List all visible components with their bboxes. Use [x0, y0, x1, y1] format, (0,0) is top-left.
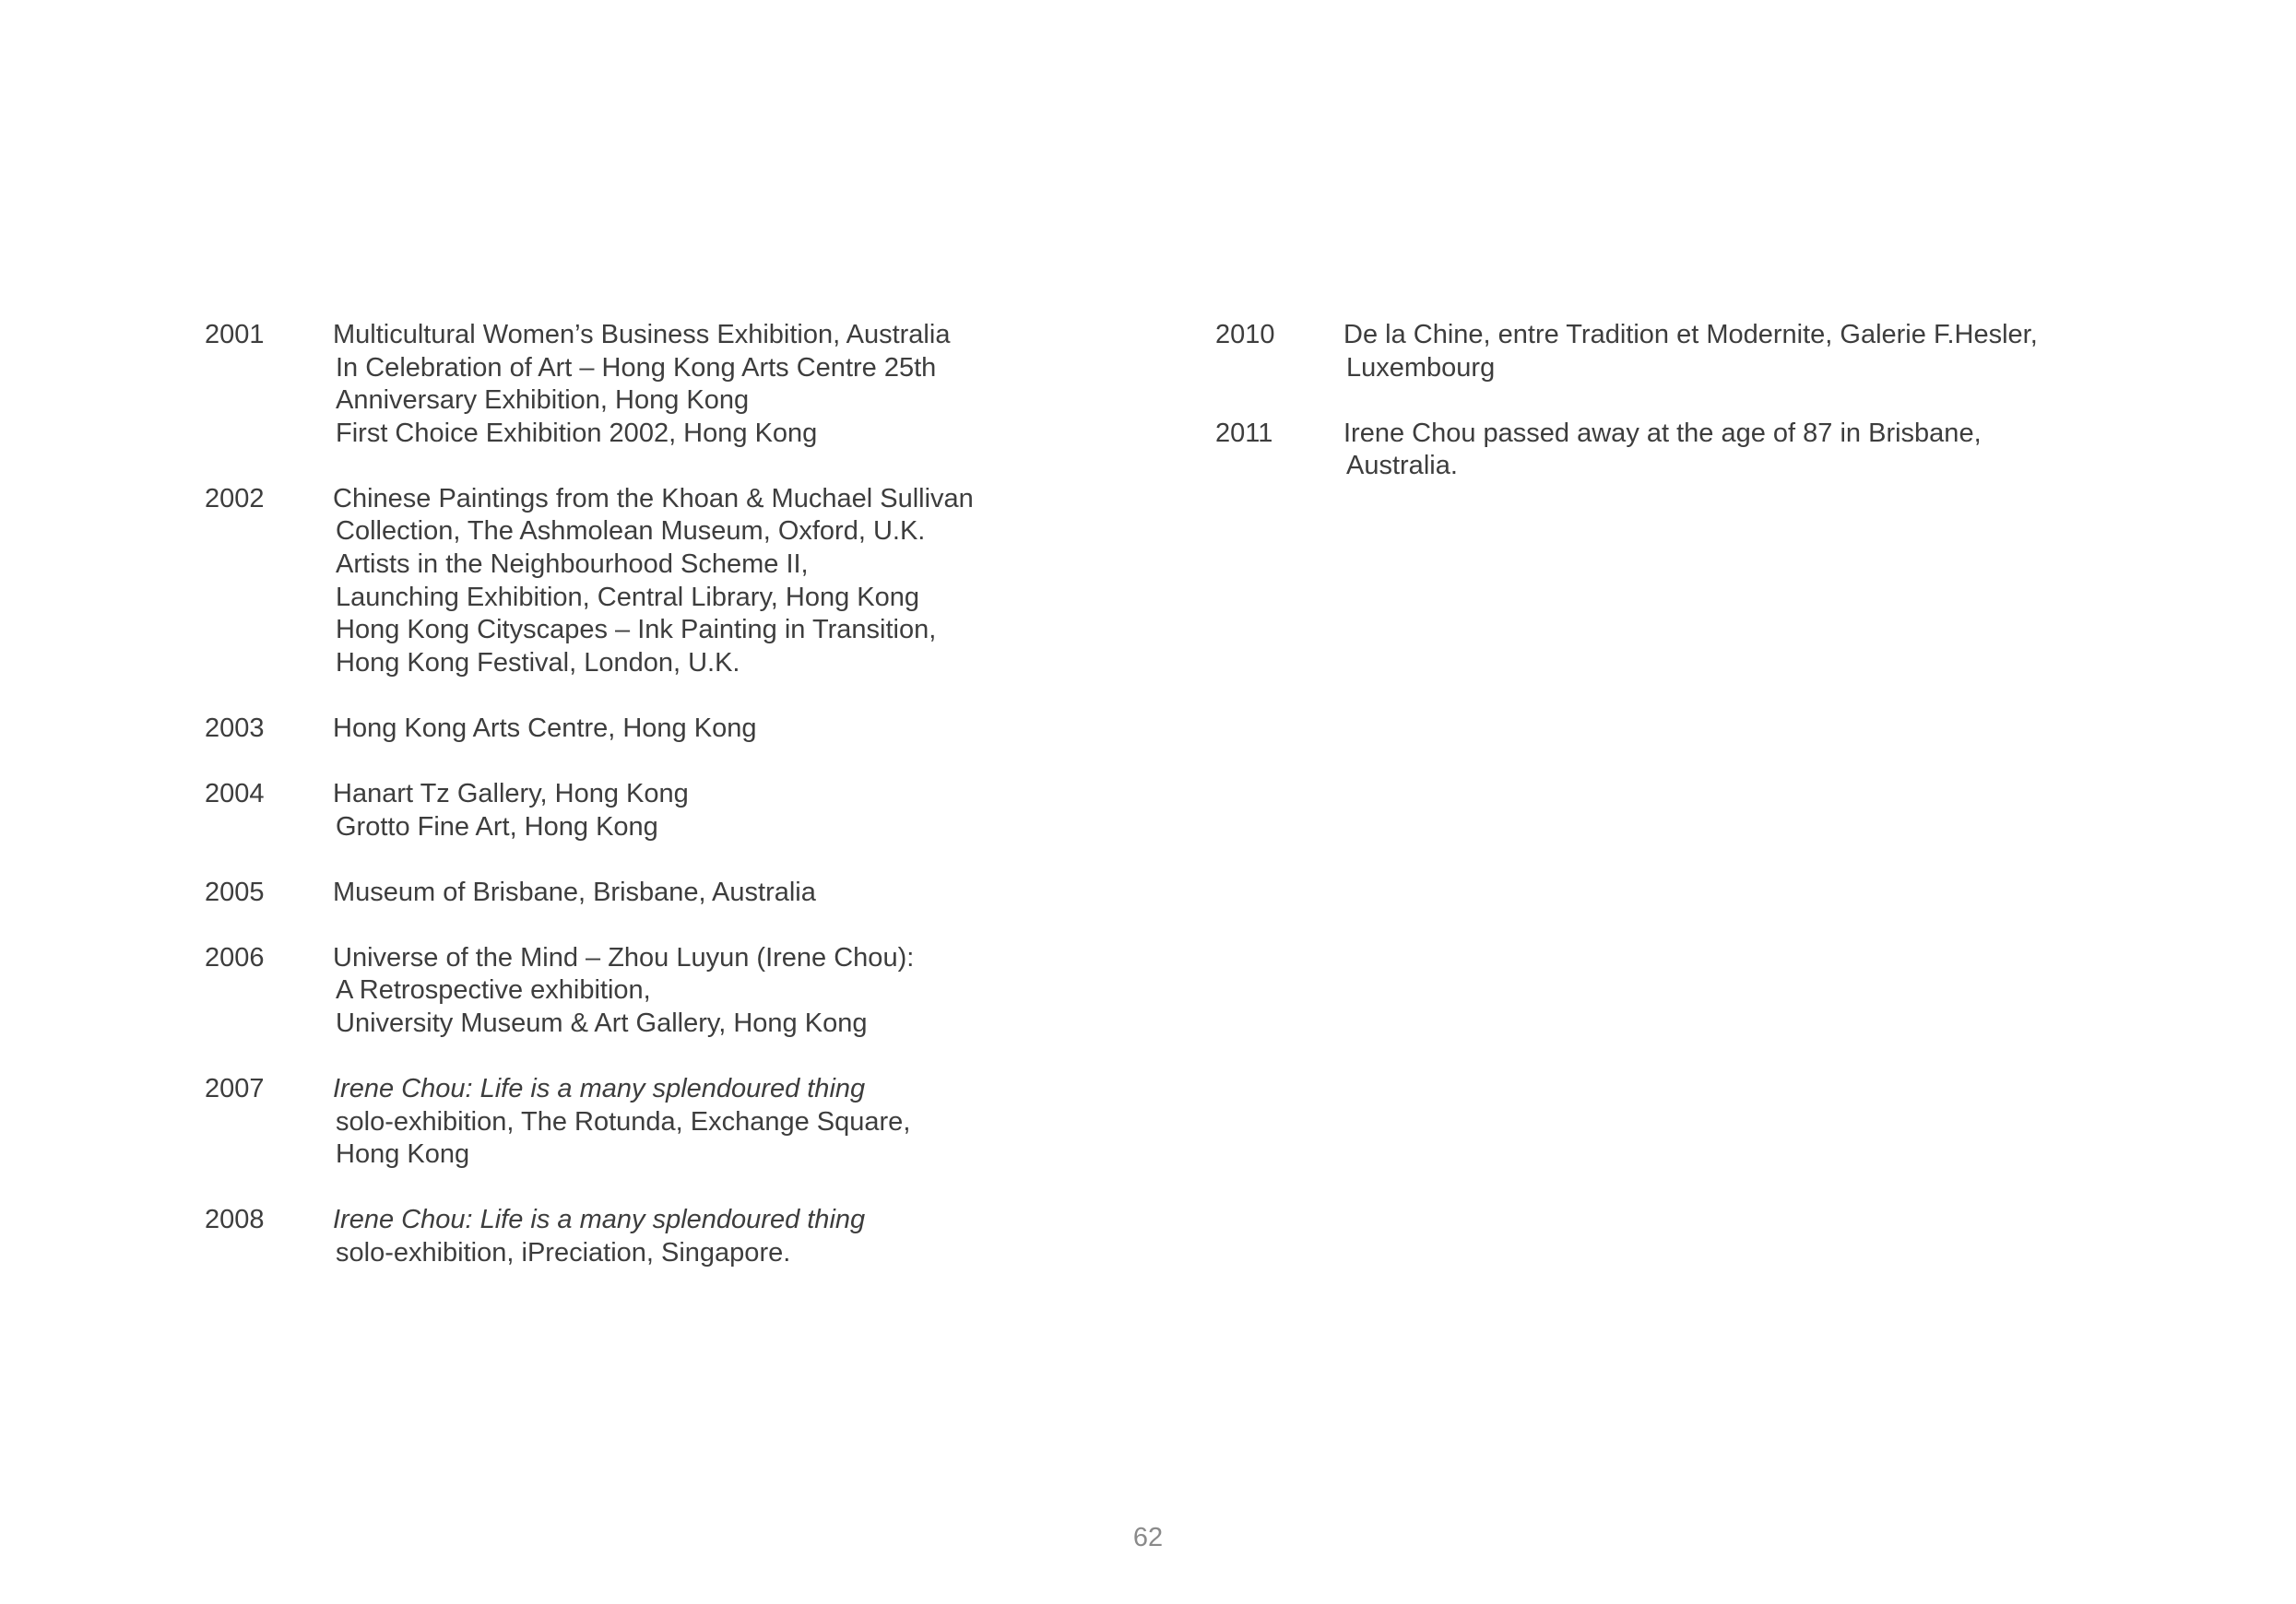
entry-line: Hong Kong	[336, 1139, 470, 1170]
entry-description	[333, 713, 1127, 746]
exhibition-list-right	[1215, 319, 2184, 515]
entry-line: Irene Chou: Life is a many splendoured thing	[333, 1205, 866, 1235]
entry-line: A Retrospective exhibition,	[336, 975, 651, 1006]
exhibition-entry	[205, 942, 1127, 1041]
exhibition-entry	[205, 483, 1127, 680]
entry-description	[1343, 418, 2184, 483]
entry-line: First Choice Exhibition 2002, Hong Kong	[336, 418, 818, 448]
entry-year: 2010	[1215, 320, 1275, 349]
exhibition-entry	[1215, 319, 2184, 384]
exhibition-entry	[205, 1204, 1127, 1269]
entry-line: Hanart Tz Gallery, Hong Kong	[333, 779, 689, 809]
exhibition-entry	[205, 319, 1127, 450]
entry-year: 2011	[1215, 418, 1273, 448]
entry-line: Universe of the Mind – Zhou Luyun (Irene Chou):	[333, 942, 915, 973]
entry-description	[333, 1204, 1127, 1269]
entry-line: Multicultural Women’s Business Exhibition, Australia	[333, 320, 951, 349]
exhibition-entry	[205, 778, 1127, 843]
entry-description	[333, 319, 1127, 450]
entry-line: Australia.	[1346, 451, 1458, 481]
entry-line: Irene Chou passed away at the age of 87 in Brisbane,	[1343, 418, 1982, 448]
entry-year: 2001	[205, 320, 265, 349]
entry-line: University Museum & Art Gallery, Hong Kong	[336, 1008, 868, 1038]
entry-line: Artists in the Neighbourhood Scheme II,	[336, 549, 809, 580]
entry-year: 2007	[205, 1074, 265, 1104]
entry-year: 2008	[205, 1205, 265, 1235]
exhibition-entry	[205, 1073, 1127, 1172]
entry-line: Grotto Fine Art, Hong Kong	[336, 811, 658, 842]
entry-line: Luxembourg	[1346, 352, 1496, 383]
exhibition-list-left	[205, 319, 1127, 1303]
entry-line: solo-exhibition, iPreciation, Singapore.	[336, 1237, 791, 1268]
entry-description	[333, 1073, 1127, 1172]
entry-description	[333, 942, 1127, 1041]
entry-line: Hong Kong Cityscapes – Ink Painting in Transition,	[336, 615, 937, 645]
entry-description	[333, 877, 1127, 910]
entry-line: Collection, The Ashmolean Museum, Oxford, U.K.	[336, 516, 926, 547]
entry-description	[333, 778, 1127, 843]
entry-line: De la Chine, entre Tradition et Modernite, Galerie F.Hesler,	[1343, 320, 2038, 349]
exhibition-entry	[205, 713, 1127, 746]
entry-line: Irene Chou: Life is a many splendoured thing	[333, 1074, 866, 1104]
entry-line: solo-exhibition, The Rotunda, Exchange Square,	[336, 1106, 911, 1137]
entry-year: 2005	[205, 877, 265, 907]
entry-line: In Celebration of Art – Hong Kong Arts Centre 25th	[336, 352, 937, 383]
exhibition-entry	[205, 877, 1127, 910]
entry-year: 2002	[205, 483, 265, 513]
entry-description	[1343, 319, 2184, 384]
entry-description	[333, 483, 1127, 680]
entry-year: 2004	[205, 779, 265, 809]
entry-line: Launching Exhibition, Central Library, Hong Kong	[336, 582, 920, 612]
entry-year: 2003	[205, 713, 265, 743]
entry-line: Anniversary Exhibition, Hong Kong	[336, 385, 750, 416]
page-number: 62	[1132, 1523, 1164, 1552]
entry-line: Museum of Brisbane, Brisbane, Australia	[333, 877, 816, 907]
entry-year: 2006	[205, 942, 265, 973]
exhibition-entry	[1215, 418, 2184, 483]
entry-line: Hong Kong Arts Centre, Hong Kong	[333, 713, 757, 743]
entry-line: Chinese Paintings from the Khoan & Muchael Sullivan	[333, 483, 974, 513]
entry-line: Hong Kong Festival, London, U.K.	[336, 647, 740, 678]
